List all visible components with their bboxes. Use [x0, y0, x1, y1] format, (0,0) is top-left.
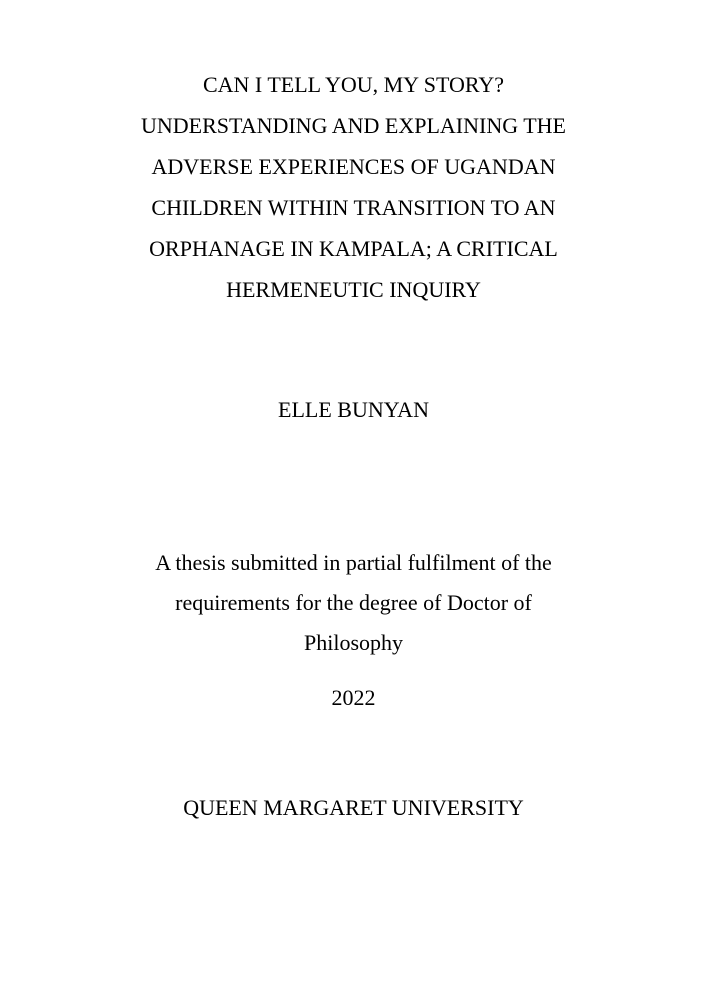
title-line: ORPHANAGE IN KAMPALA; A CRITICAL: [149, 236, 558, 261]
submission-year: 2022: [331, 685, 376, 710]
institution-name: QUEEN MARGARET UNIVERSITY: [183, 795, 524, 820]
title-line: ADVERSE EXPERIENCES OF UGANDAN: [151, 154, 556, 179]
title-line: HERMENEUTIC INQUIRY: [226, 277, 481, 302]
title-line: CAN I TELL YOU, MY STORY?: [202, 72, 505, 97]
degree-statement: [0, 543, 707, 663]
title-line: UNDERSTANDING AND EXPLAINING THE: [141, 113, 566, 138]
author-name: ELLE BUNYAN: [278, 397, 429, 422]
thesis-title: [0, 64, 707, 310]
statement-line: requirements for the degree of Doctor of: [175, 590, 532, 615]
statement-line: Philosophy: [303, 630, 404, 655]
title-line: CHILDREN WITHIN TRANSITION TO AN: [151, 195, 556, 220]
statement-line: A thesis submitted in partial fulfilment of the: [155, 550, 552, 575]
